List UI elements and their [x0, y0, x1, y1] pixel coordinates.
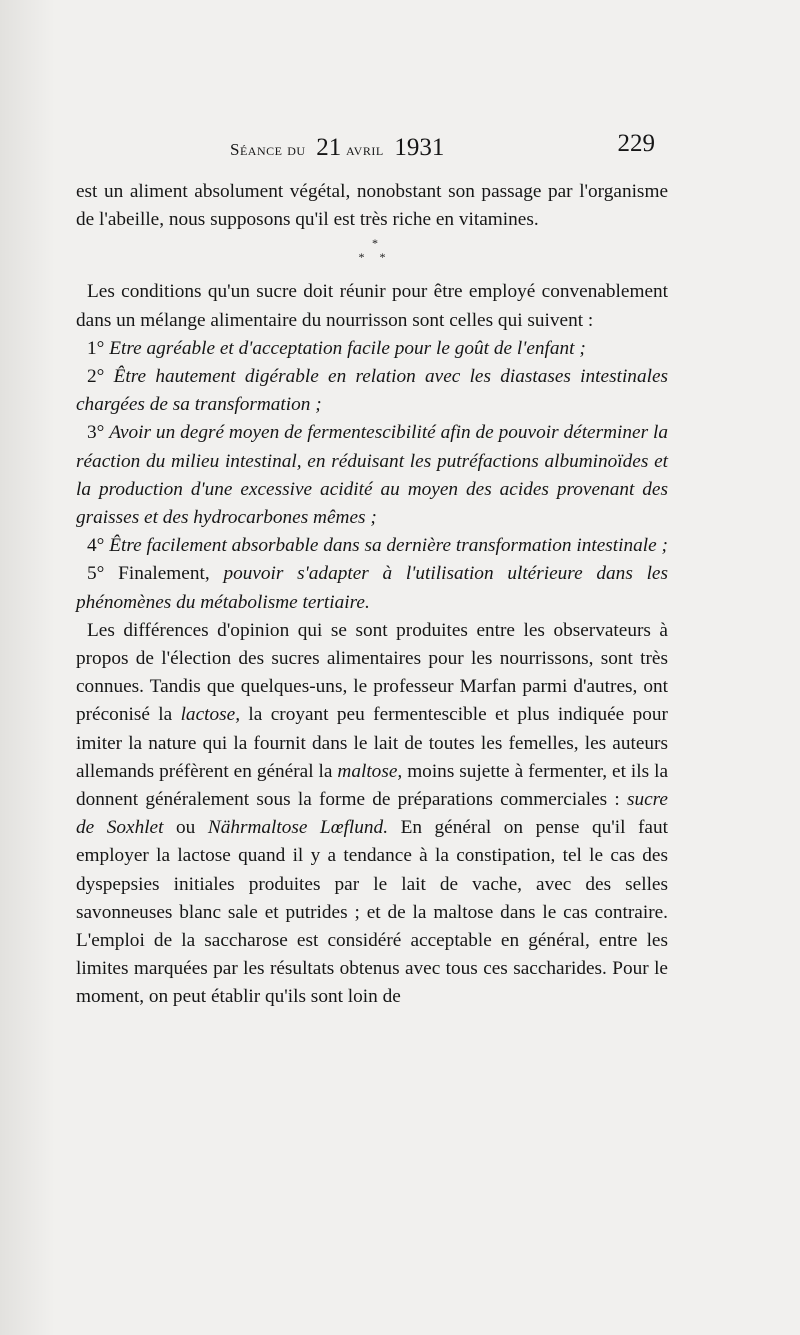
list-lead: Finalement,: [118, 563, 210, 585]
page-number: 229: [617, 130, 655, 157]
text-run: ou: [176, 817, 196, 839]
list-item-2: [76, 363, 668, 419]
term-maltose: maltose,: [337, 760, 403, 782]
list-item-4: [76, 532, 668, 560]
page-header: [230, 128, 655, 168]
list-text: Etre agréable et d'acceptation facile pour le goût de l'enfant ;: [109, 337, 586, 359]
text-run: Les différences d'opinion qui se sont produites entre les observateurs à propos de l'élection des sucres alimentaires pour les nourrissons, sont très connues. Tandis que quelques-uns, le professeur Marfan parmi d'autres, ont préconisé la: [76, 619, 668, 726]
paragraph-conditions: Les conditions qu'un sucre doit réunir pour être employé convenablement dans un mélange alimentaire du nourrisson sont celles qui suivent :: [76, 281, 668, 331]
term-naehrmaltose: Nährmaltose Lœflund.: [207, 817, 389, 839]
running-head-prefix: Séance du: [230, 140, 306, 159]
running-head-day: 21: [316, 134, 342, 161]
text-run: la croyant peu fermentescible et plus indiquée pour imiter la nature qui la fournit dans le lait de toutes les femelles, les auteurs allemands préfèrent en général la: [76, 704, 668, 782]
paragraph-continuation: est un aliment absolument végétal, nonobstant son passage par l'organisme de l'abeille, nous supposons qu'il est très riche en vitamines.: [76, 181, 668, 231]
list-number: 1°: [87, 337, 105, 359]
list-number: 3°: [87, 422, 105, 444]
running-head-year: 1931: [394, 134, 445, 161]
asterism-bottom: * *: [358, 250, 392, 265]
list-text: Être hautement digérable en relation avec les diastases intestinales chargées de sa transformation ;: [76, 366, 669, 416]
asterism-top: *: [372, 236, 378, 251]
list-number: 4°: [87, 535, 105, 557]
list-text: pouvoir s'adapter à l'utilisation ultérieure dans les phénomènes du métabolisme tertiaire.: [76, 563, 668, 613]
text-run: En général on pense qu'il faut employer la lactose quand il y a tendance à la constipation, tel le cas des dyspepsies initiales produites par le lait de vache, avec des selles savonneuses blanc sale et putrides ; et de la maltose dans le cas contraire. L'emploi de la saccharose est considéré acceptable en général, entre les limites marquées par les résultats obtenus avec tous ces saccharides. Pour le moment, on peut établir qu'ils sont loin de: [76, 817, 668, 1008]
body-text: [76, 178, 668, 1012]
list-number: 5°: [87, 563, 105, 585]
term-soxhlet: sucre de Soxhlet: [76, 789, 668, 839]
running-head-month: avril: [346, 140, 384, 159]
asterism-divider: [82, 234, 668, 278]
list-item-1: [76, 335, 668, 363]
list-text: Avoir un degré moyen de fermentescibilité afin de pouvoir déterminer la réaction du milieu intestinal, en réduisant les putréfactions albuminoïdes et la production d'une excessive acidité au moyen des acides provenant des graisses et des hydrocarbones mêmes ;: [76, 422, 668, 529]
list-item-3: [76, 419, 668, 532]
list-number: 2°: [87, 366, 105, 388]
text-run: moins sujette à fermenter, et ils la donnent généralement sous la forme de préparations commerciales :: [76, 760, 668, 811]
page-edge-shadow: [0, 0, 55, 1335]
list-text: Être facilement absorbable dans sa dernière transformation intestinale ;: [109, 535, 668, 557]
paragraph-differences: [76, 617, 668, 1012]
term-lactose: lactose,: [180, 704, 241, 726]
running-head: [230, 134, 444, 162]
list-item-5: [76, 560, 668, 616]
